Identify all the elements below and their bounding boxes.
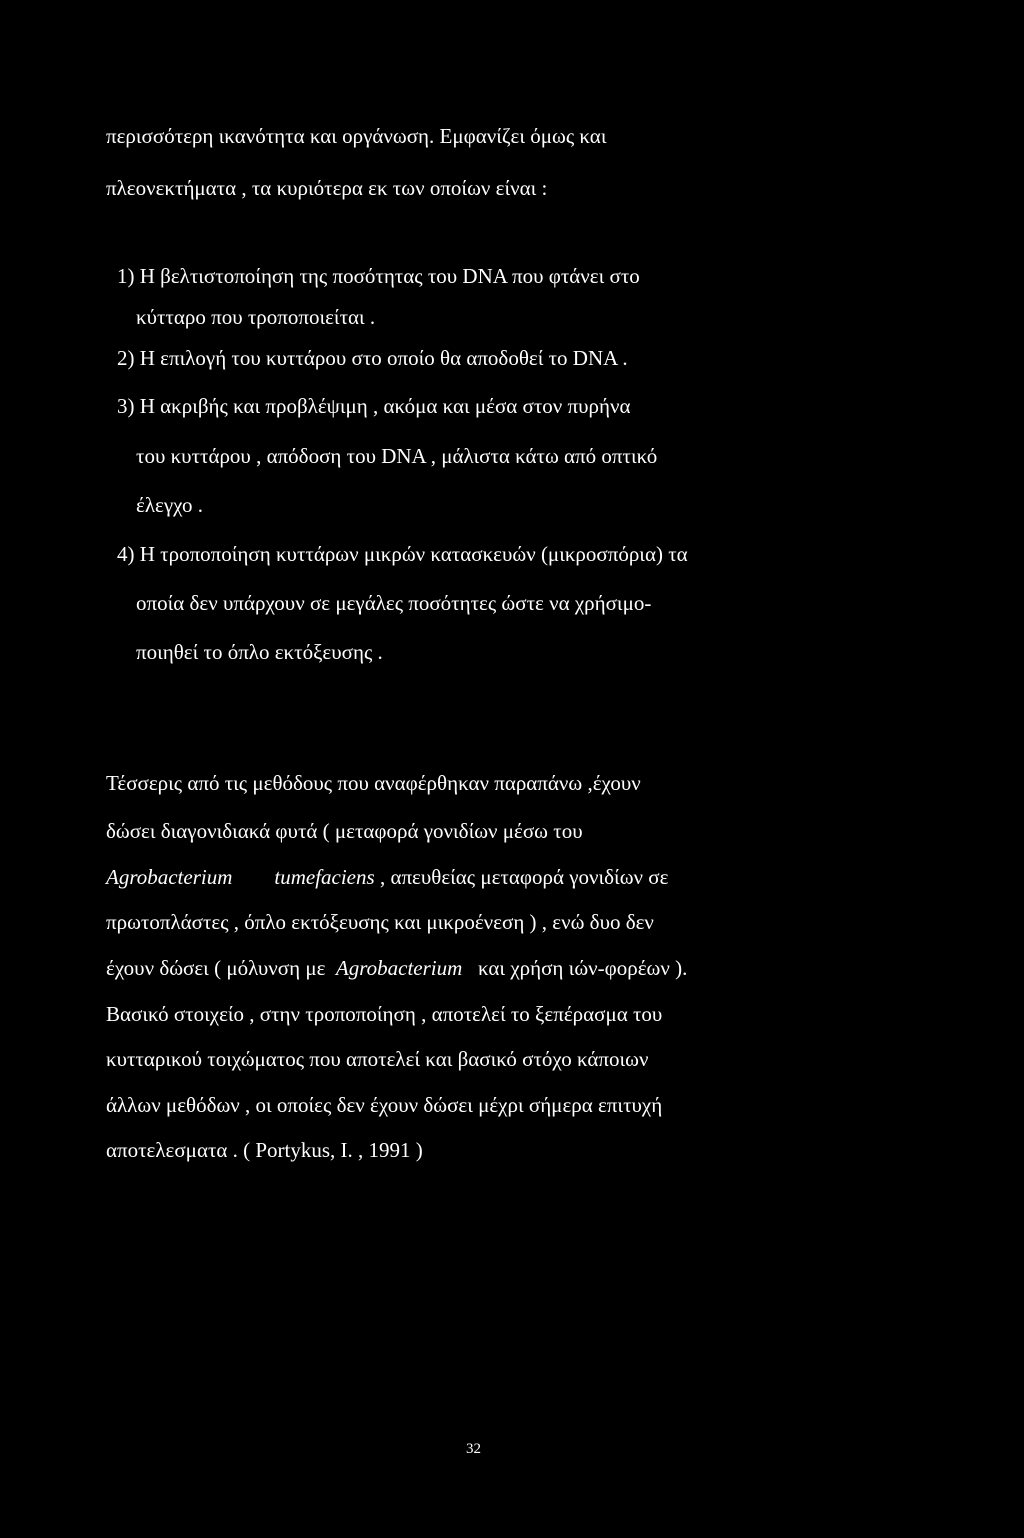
para2-line4: πρωτοπλάστες , όπλο εκτόξευσης και μικροένεση ) , ενώ δυο δεν (106, 910, 654, 934)
species-name-genus: Agrobacterium (106, 865, 233, 889)
para2-line9: αποτελεσματα . ( Portykus, I. , 1991 ) (106, 1138, 423, 1162)
list-item-1-line2: κύτταρο που τροποποιείται . (136, 305, 376, 329)
list-item-3-line2: του κυττάρου , απόδοση του DNA , μάλιστα κάτω από οπτικό (136, 444, 658, 468)
list-item-4-line1: 4) Η τροποποίηση κυττάρων μικρών κατασκευών (μικροσπόρια) τα (117, 542, 688, 566)
para2-line7: κυτταρικού τοιχώματος που αποτελεί και βασικό στόχο κάποιων (106, 1047, 649, 1071)
page-number: 32 (466, 1441, 481, 1457)
para1-line1: περισσότερη ικανότητα και οργάνωση. Εμφανίζει όμως και (106, 124, 607, 148)
list-item-4-line3: ποιηθεί το όπλο εκτόξευσης . (136, 640, 383, 664)
para2-line5 (106, 958, 687, 979)
para2-line5-b: και χρήση ιών-φορέων ). (478, 956, 688, 980)
para1-line2: πλεονεκτήματα , τα κυριότερα εκ των οποίων είναι : (106, 176, 548, 200)
para2-line6: Βασικό στοιχείο , στην τροποποίηση , αποτελεί το ξεπέρασμα του (106, 1002, 663, 1026)
list-item-1-line1: 1) Η βελτιστοποίηση της ποσότητας του DNA που φτάνει στο (117, 264, 640, 288)
para2-line1: Τέσσερις από τις μεθόδους που αναφέρθηκαν παραπάνω ,έχουν (106, 771, 641, 795)
list-item-2-line1: 2) Η επιλογή του κυττάρου στο οποίο θα αποδοθεί το DNA . (117, 346, 628, 370)
para2-line8: άλλων μεθόδων , οι οποίες δεν έχουν δώσει μέχρι σήμερα επιτυχή (106, 1093, 663, 1117)
species-name-epithet: tumefaciens (274, 865, 375, 889)
para2-line3-rest: , απευθείας μεταφορά γονιδίων σε (379, 865, 669, 889)
species-name-genus-2: Agrobacterium (335, 956, 463, 980)
list-item-3-line1: 3) Η ακριβής και προβλέψιμη , ακόμα και μέσα στον πυρήνα (117, 394, 631, 418)
list-item-4-line2: οποία δεν υπάρχουν σε μεγάλες ποσότητες ώστε να χρήσιμο- (136, 591, 652, 615)
list-item-3-line3: έλεγχο . (136, 493, 203, 517)
para2-line5-a: έχουν δώσει ( μόλυνση με (106, 956, 326, 980)
para2-line2: δώσει διαγονιδιακά φυτά ( μεταφορά γονιδίων μέσω του (106, 819, 583, 843)
para2-line3 (106, 867, 668, 888)
